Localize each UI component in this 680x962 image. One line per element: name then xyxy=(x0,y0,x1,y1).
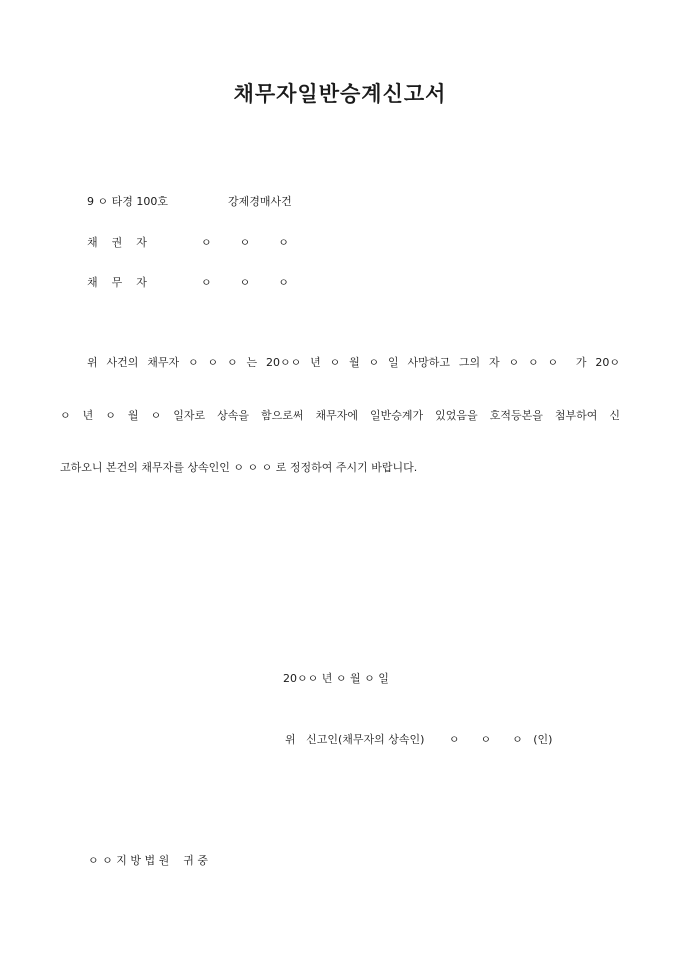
court-addressee: ㅇ ㅇ 지 방 법 원 귀 중 xyxy=(88,854,208,867)
creditor-label: 채 권 자 xyxy=(87,236,147,249)
reporter-signature: 위 신고인(채무자의 상속인) ㅇ ㅇ ㅇ (인) xyxy=(285,733,553,746)
body-line-1: 위 사건의 채무자 ㅇ ㅇ ㅇ 는 20ㅇㅇ 년 ㅇ 월 ㅇ 일 사망하고 그의 자 ㅇ ㅇ ㅇ 가 20ㅇ xyxy=(87,356,620,369)
debtor-name: ㅇ ㅇ ㅇ xyxy=(201,276,289,289)
document-title: 채무자일반승계신고서 xyxy=(233,81,447,106)
debtor-label: 채 무 자 xyxy=(87,276,147,289)
filing-date: 20ㅇㅇ 년 ㅇ 월 ㅇ 일 xyxy=(283,672,389,685)
body-line-2: ㅇ 년 ㅇ 월 ㅇ 일자로 상속을 함으로써 채무자에 일반승계가 있었음을 호적등본을 첨부하여 신 xyxy=(60,409,620,422)
creditor-name: ㅇ ㅇ ㅇ xyxy=(201,236,289,249)
case-number: 9 ㅇ 타경 100호 xyxy=(87,195,168,208)
case-type: 강제경매사건 xyxy=(228,195,292,208)
body-line-3: 고하오니 본건의 채무자를 상속인인 ㅇ ㅇ ㅇ 로 정정하여 주시기 바랍니다. xyxy=(60,461,418,474)
